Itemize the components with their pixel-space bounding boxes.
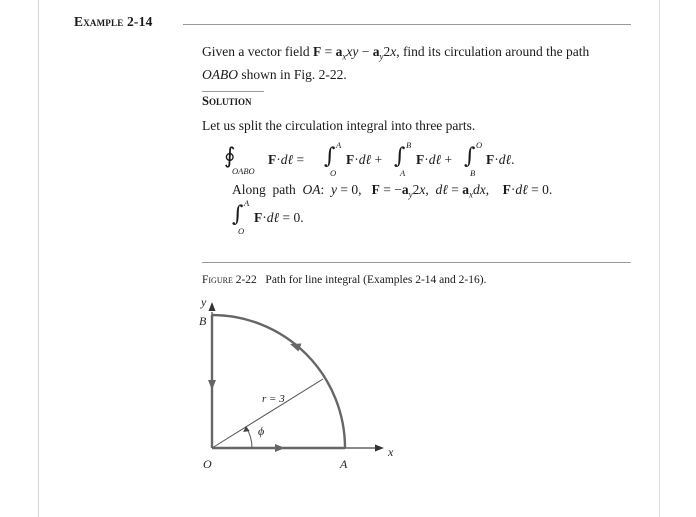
y-axis-label: y	[201, 295, 207, 309]
integral-result: ∫ A O F·dℓ = 0.	[232, 198, 304, 236]
radius-label: r = 3	[262, 393, 285, 405]
x-axis-arrowhead	[375, 445, 384, 452]
ab-direction-arrow	[290, 344, 302, 352]
bo-direction-arrow	[208, 380, 216, 390]
figure-path-diagram	[190, 290, 430, 475]
point-b-label: B	[199, 314, 207, 328]
oa-direction-arrow	[275, 444, 285, 452]
y-axis-arrowhead	[209, 302, 216, 311]
solution-rule	[202, 91, 264, 92]
solution-intro: Let us split the circulation integral into three parts.	[202, 118, 476, 133]
origin-label: O	[203, 457, 212, 471]
figure-rule	[202, 262, 631, 263]
along-path-line: Along path OA: y = 0, $F = -a_y2x$, dℓ = $a_xdx$, F·dℓ = 0.	[232, 182, 553, 200]
right-margin-rule	[659, 0, 660, 517]
example-heading-rule	[183, 24, 631, 25]
radius-line	[212, 379, 323, 448]
angle-label: ϕ	[258, 424, 265, 438]
equation-main: ∮ OABO F·dℓ = ∫ A O F·dℓ + ∫ B A F·dℓ + ∫ O B F·dℓ.	[224, 140, 515, 178]
solution-heading: Solution	[202, 94, 252, 108]
example-heading: Example 2-14	[74, 14, 153, 29]
arc-path-ab	[212, 315, 345, 448]
x-axis-label: x	[388, 445, 394, 459]
figure-caption	[202, 274, 486, 286]
figure-caption-label: Figure 2-22	[202, 274, 257, 286]
point-a-label: A	[340, 457, 348, 471]
problem-statement	[202, 43, 642, 84]
problem-line-1: Given a vector field $F = a_xxy - a_y2x$, find its circulation around the path	[202, 44, 590, 62]
figure-caption-text: Path for line integral (Examples 2-14 and 2-16).	[265, 274, 487, 286]
problem-line-2: OABO shown in Fig. 2-22.	[202, 66, 347, 82]
angle-arrowhead	[243, 426, 249, 432]
left-margin-rule	[38, 0, 39, 517]
